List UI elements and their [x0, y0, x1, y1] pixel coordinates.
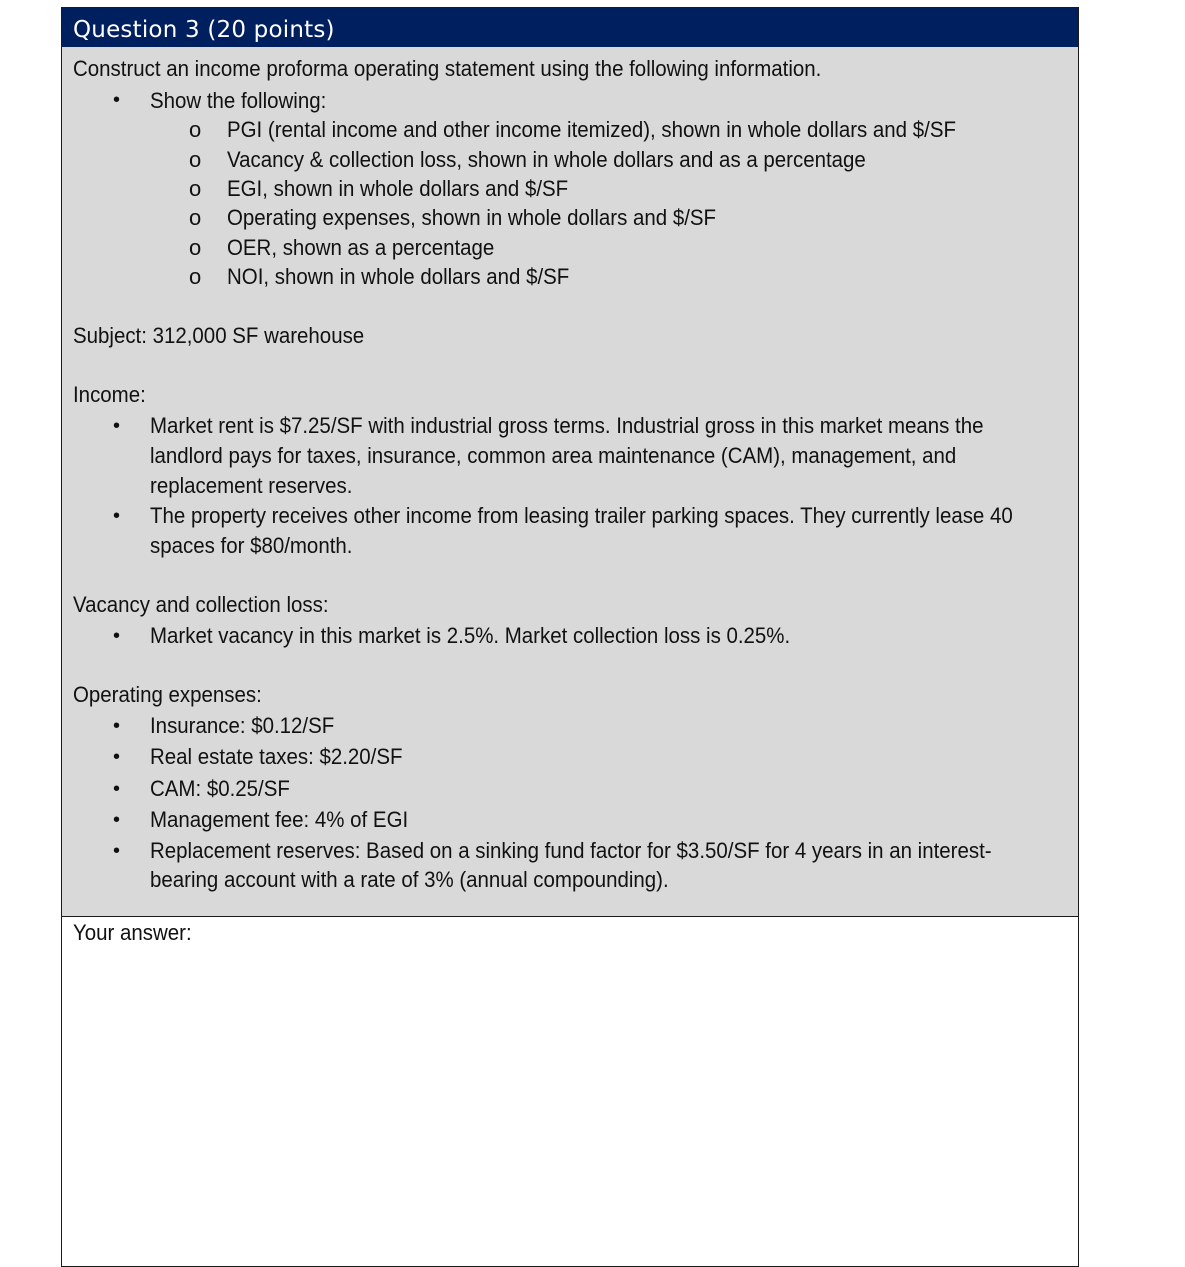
sub-bullet-icon: o	[189, 176, 202, 201]
question-card	[61, 7, 1079, 1267]
show-item-noi: NOI, shown in whole dollars and $/SF	[227, 264, 570, 289]
show-item-opex: Operating expenses, shown in whole dollars and $/SF	[227, 205, 717, 230]
opex-item-reserves: Replacement reserves: Based on a sinking fund factor for $3.50/SF for 4 years in an interest-	[150, 838, 992, 863]
sub-bullet-icon: o	[189, 235, 202, 260]
bullet-icon: •	[113, 625, 121, 647]
income-item-line: replacement reserves.	[150, 473, 353, 498]
income-heading: Income:	[73, 382, 146, 407]
question-title: Question 3 (20 points)	[73, 17, 335, 43]
opex-heading: Operating expenses:	[73, 682, 262, 707]
opex-item-insurance: Insurance: $0.12/SF	[150, 713, 335, 738]
answer-label: Your answer:	[73, 920, 192, 945]
opex-item-taxes: Real estate taxes: $2.20/SF	[150, 744, 403, 769]
opex-item-cam: CAM: $0.25/SF	[150, 776, 290, 801]
sub-bullet-icon: o	[189, 264, 202, 289]
income-item-line: landlord pays for taxes, insurance, common area maintenance (CAM), management, and	[150, 443, 957, 468]
bullet-icon: •	[113, 715, 121, 737]
bullet-icon: •	[113, 778, 121, 800]
bullet-icon: •	[113, 89, 121, 111]
intro-text: Construct an income proforma operating statement using the following information.	[73, 56, 822, 81]
vacancy-heading: Vacancy and collection loss:	[73, 592, 329, 617]
answer-area[interactable]	[62, 917, 1078, 1266]
show-item-pgi: PGI (rental income and other income itemized), shown in whole dollars and $/SF	[227, 117, 956, 142]
bullet-icon: •	[113, 505, 121, 527]
opex-item-reserves: bearing account with a rate of 3% (annual compounding).	[150, 867, 669, 892]
income-item-line: spaces for $80/month.	[150, 533, 353, 558]
bullet-icon: •	[113, 809, 121, 831]
question-body	[62, 47, 1078, 917]
bullet-icon: •	[113, 415, 121, 437]
vacancy-item: Market vacancy in this market is 2.5%. Market collection loss is 0.25%.	[150, 623, 791, 648]
show-item-oer: OER, shown as a percentage	[227, 235, 495, 260]
sub-bullet-icon: o	[189, 147, 202, 172]
subject-text: Subject: 312,000 SF warehouse	[73, 323, 365, 348]
sub-bullet-icon: o	[189, 205, 202, 230]
show-item-egi: EGI, shown in whole dollars and $/SF	[227, 176, 569, 201]
question-header	[62, 8, 1078, 47]
sub-bullet-icon: o	[189, 117, 202, 142]
show-heading: Show the following:	[150, 88, 327, 113]
income-item-line: The property receives other income from leasing trailer parking spaces. They currently lease 40	[150, 503, 1013, 528]
opex-item-management: Management fee: 4% of EGI	[150, 807, 409, 832]
bullet-icon: •	[113, 746, 121, 768]
bullet-icon: •	[113, 840, 121, 862]
show-item-vacancy: Vacancy & collection loss, shown in whole dollars and as a percentage	[227, 147, 866, 172]
income-item-line: Market rent is $7.25/SF with industrial gross terms. Industrial gross in this market means the	[150, 413, 984, 438]
